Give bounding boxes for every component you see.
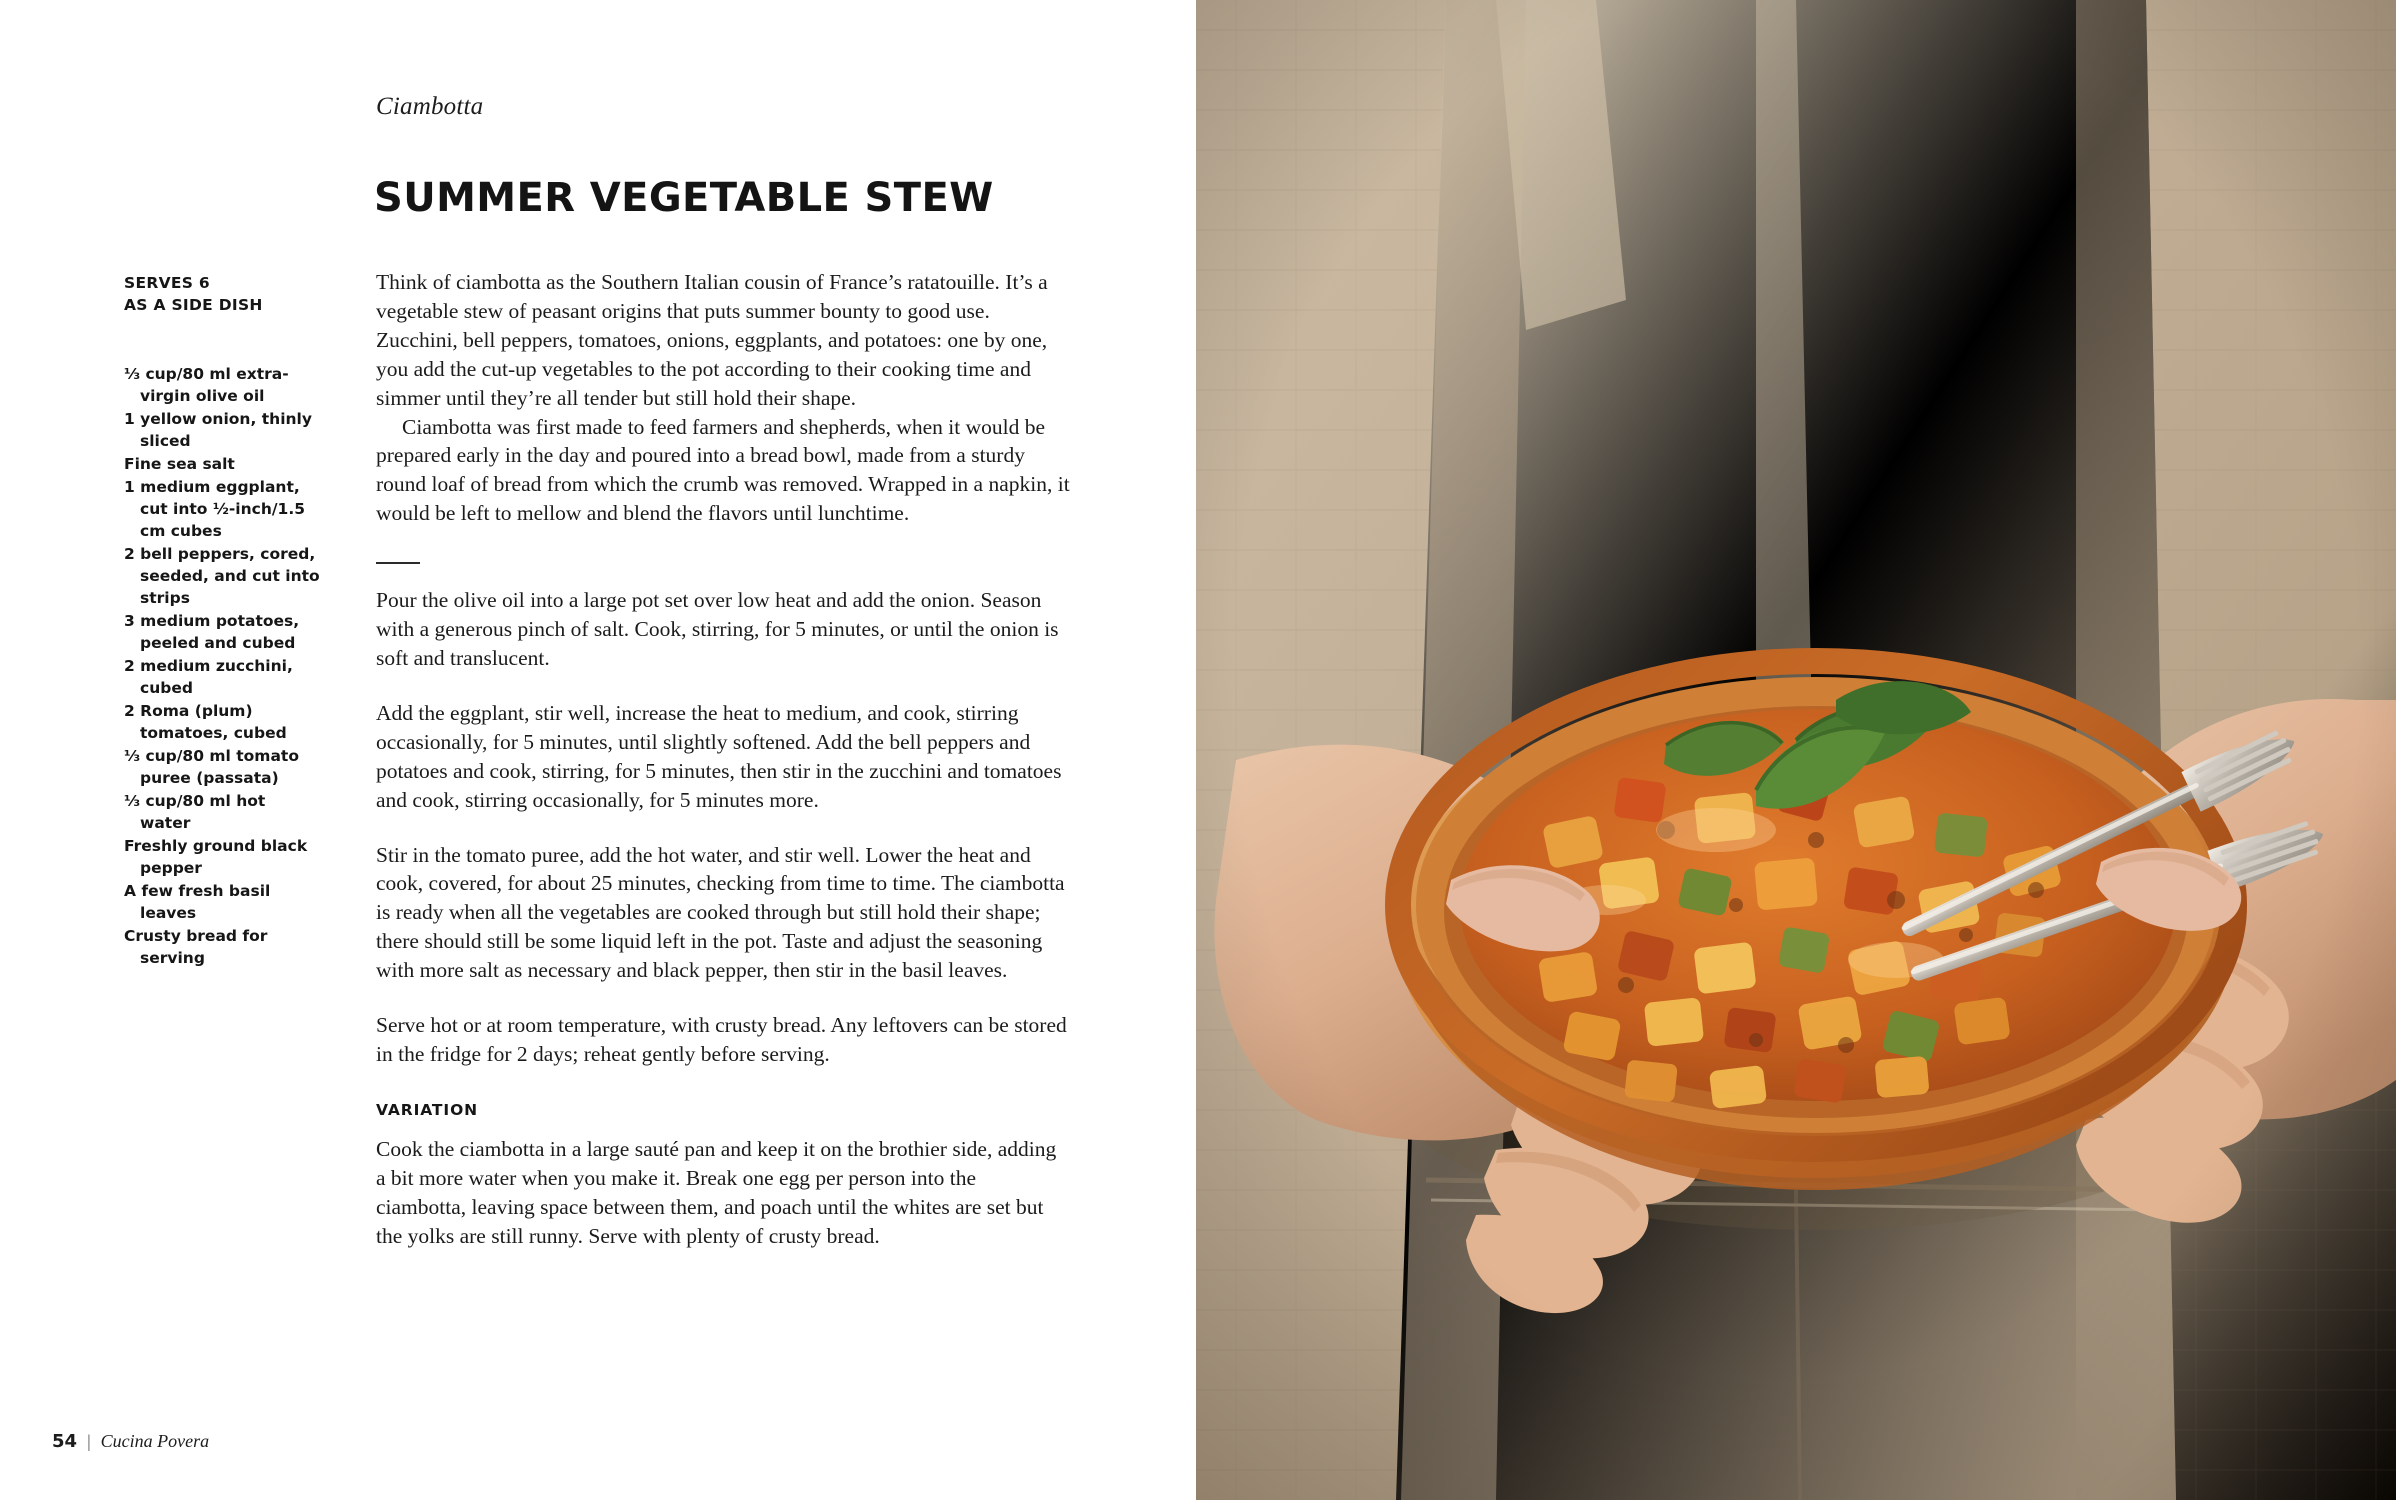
list-item: 2 bell peppers, cored, seeded, and cut into strips: [124, 545, 320, 607]
method-step: Serve hot or at room temperature, with crusty bread. Any leftovers can be stored in the fridge for 2 days; reheat gently before serving.: [376, 1013, 1067, 1066]
method-step: Pour the olive oil into a large pot set over low heat and add the onion. Season with a generous pinch of salt. Cook, stirring, for 5 minutes, or until the onion is soft and translucent.: [376, 588, 1059, 670]
method-step: Stir in the tomato puree, add the hot water, and stir well. Lower the heat and cook, covered, for about 25 minutes, checking from time to time. The ciambotta is ready when all the vegetables are cooked through but still hold their shape; there should still be some liquid left in the pot. Taste and adjust the seasoning with more salt as necessary and black pepper, then stir in the basil leaves.: [376, 842, 1065, 983]
page-footer: [52, 1431, 209, 1452]
list-item: ⅓ cup/80 ml tomato puree (passata): [124, 747, 299, 787]
recipe-body: [376, 268, 1070, 1250]
page-title: SUMMER VEGETABLE STEW: [374, 174, 994, 221]
list-item: Fine sea salt: [124, 455, 235, 473]
variation-label: VARIATION: [376, 1100, 479, 1119]
book-title: Cucina Povera: [100, 1431, 210, 1451]
list-item: 2 Roma (plum) tomatoes, cubed: [124, 702, 287, 742]
photo-illustration: [1196, 0, 2396, 1500]
serves-block: [124, 272, 324, 316]
footer-divider: |: [87, 1431, 91, 1451]
list-item: ⅓ cup/80 ml extra-virgin olive oil: [124, 365, 289, 405]
recipe-subtitle: Ciambotta: [376, 93, 484, 120]
section-divider: [376, 562, 420, 564]
method-step: Add the eggplant, stir well, increase the heat to medium, and cook, stirring occasionally, for 5 minutes, until slightly softened. Add the bell peppers and potatoes and cook, stirring, for 5 minutes, then stir in the zucchini and tomatoes and cook, stirring occasionally, for 5 minutes more.: [376, 700, 1062, 812]
headnote-paragraph: Ciambotta was first made to feed farmers and shepherds, when it would be prepared early in the day and poured into a bread bowl, made from a sturdy round loaf of bread from which the crumb was removed. Wrapped in a napkin, it would be left to mellow and blend the flavors until lunchtime.: [376, 414, 1070, 526]
paragraph-spacer: [376, 985, 1070, 1011]
recipe-text-page: [0, 0, 1196, 1500]
headnote-paragraph: Think of ciambotta as the Southern Italian cousin of France’s ratatouille. It’s a vegetable stew of peasant origins that puts summer bounty to good use. Zucchini, bell peppers, tomatoes, onions, eggplants, and potatoes: one by one, you add the cut-up vegetables to the pot according to their cooking time and simmer until they’re all tender but still hold their shape.: [376, 270, 1048, 410]
list-item: Freshly ground black pepper: [124, 837, 308, 877]
paragraph-spacer: [376, 673, 1070, 699]
paragraph-spacer: [376, 815, 1070, 841]
list-item: 2 medium zucchini, cubed: [124, 657, 293, 697]
list-item: A few fresh basil leaves: [124, 882, 271, 922]
list-item: ⅓ cup/80 ml hot water: [124, 792, 266, 832]
list-item: Crusty bread for serving: [124, 927, 268, 967]
list-item: 3 medium potatoes, peeled and cubed: [124, 612, 300, 652]
recipe-photograph: [1196, 0, 2396, 1500]
serves-note: AS A SIDE DISH: [124, 296, 263, 314]
page-number: 54: [52, 1431, 78, 1452]
variation-text: Cook the ciambotta in a large sauté pan and keep it on the brothier side, adding a bit more water when you make it. Break one egg per person into the ciambotta, leaving space between them, and poach until the whites are set but the yolks are still runny. Serve with plenty of crusty bread.: [376, 1136, 1057, 1248]
list-item: 1 yellow onion, thinly sliced: [124, 410, 312, 450]
list-item: 1 medium eggplant, cut into ½-inch/1.5 cm cubes: [124, 478, 305, 540]
serves-count: SERVES 6: [124, 274, 211, 292]
ingredients-list: [124, 363, 320, 970]
